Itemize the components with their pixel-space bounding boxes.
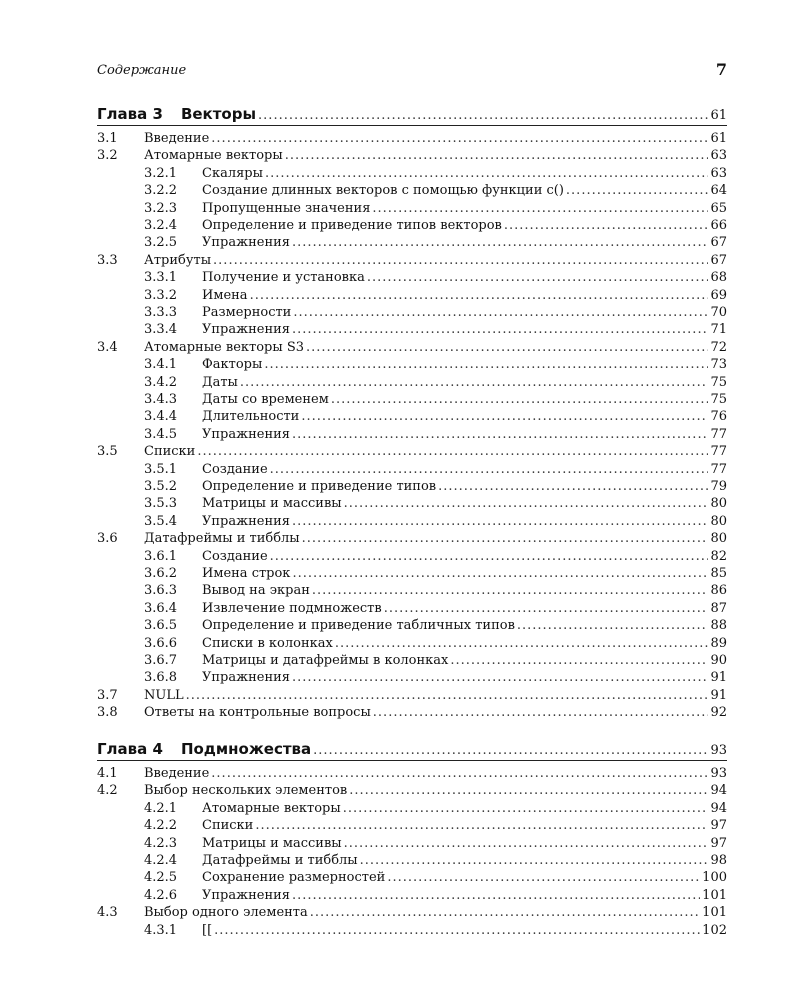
section-number: 4.2.2 [144, 818, 178, 834]
chapter-page: 93 [710, 743, 727, 758]
toc-entry[interactable] [97, 461, 727, 478]
toc-entry[interactable] [97, 252, 727, 269]
section-title-text: Введение [144, 766, 210, 781]
toc-entry[interactable] [97, 782, 727, 799]
toc-entry[interactable] [97, 635, 727, 652]
section-number: 3.6.2 [144, 566, 178, 581]
toc-entry[interactable] [97, 530, 727, 547]
section-title-text: Упражнения [202, 322, 290, 338]
section-page: 91 [710, 687, 727, 703]
leader-dots [301, 408, 708, 425]
leader-dots [517, 617, 709, 634]
page-header [97, 60, 727, 83]
section-number: 3.6.4 [144, 600, 178, 616]
leader-dots [360, 852, 709, 869]
section-number: 3.2.1 [144, 165, 178, 181]
leader-dots [384, 600, 709, 617]
section-title-text: Даты [202, 374, 238, 390]
leader-dots [373, 704, 709, 721]
section-title-text: Атомарные векторы [202, 800, 341, 816]
chapter-divider [97, 125, 727, 126]
toc-entry[interactable] [97, 217, 727, 234]
section-page: 102 [702, 922, 727, 938]
section-title-text: Списки в колонках [202, 635, 333, 651]
section-title-text: Матрицы и массивы [202, 835, 342, 851]
chapter-page: 61 [710, 108, 727, 123]
leader-dots [450, 652, 708, 669]
section-number: 3.7 [97, 687, 118, 703]
toc-entry[interactable] [97, 321, 727, 338]
chapter-title: Векторы [180, 105, 257, 123]
leader-dots [211, 130, 708, 147]
leader-dots [240, 374, 709, 391]
toc-entry[interactable] [97, 687, 727, 704]
toc-entry[interactable] [97, 835, 727, 852]
toc-entry[interactable] [97, 817, 727, 834]
section-title-text: Атомарные векторы [144, 148, 283, 164]
leader-dots [292, 234, 708, 251]
section-title-text: Матрицы и датафреймы в колонках [202, 653, 449, 668]
section-number: 3.8 [97, 705, 118, 721]
section-title-text: Извлечение подмножеств [202, 600, 382, 616]
section-page: 87 [710, 600, 727, 616]
section-title-text: Упражнения [202, 670, 290, 686]
toc-entry[interactable] [97, 600, 727, 617]
section-title-text: Упражнения [202, 235, 290, 251]
toc-entry[interactable] [97, 234, 727, 251]
chapter-label: Глава 3 [97, 105, 163, 123]
section-number: 4.2.5 [144, 870, 178, 886]
section-title-text: Определение и приведение типов [202, 479, 437, 494]
section-page: 67 [710, 235, 727, 251]
leader-dots [367, 269, 709, 286]
section-title-text: Выбор одного элемента [144, 905, 308, 921]
toc-entry[interactable] [97, 443, 727, 460]
toc-entry[interactable] [97, 548, 727, 565]
section-title-text: Ответы на контрольные вопросы [144, 705, 371, 721]
section-title-text: Вывод на экран [202, 583, 310, 599]
leader-dots [372, 200, 708, 217]
section-title-text: Скаляры [202, 165, 263, 181]
toc-entry[interactable] [97, 869, 727, 886]
section-number: 4.2.4 [144, 853, 178, 868]
section-page: 76 [710, 409, 727, 425]
section-page: 82 [710, 548, 727, 564]
chapter-heading[interactable] [97, 105, 727, 127]
toc-entry[interactable] [97, 339, 727, 356]
section-page: 63 [710, 148, 727, 164]
section-title-text: Длительности [202, 409, 300, 425]
leader-dots [292, 887, 700, 904]
section-number: 3.6.3 [144, 583, 178, 599]
leader-dots [387, 869, 700, 886]
section-number: 3.2.5 [144, 235, 178, 251]
section-page: 92 [710, 705, 727, 721]
leader-dots [264, 356, 708, 373]
section-number: 3.5.3 [144, 496, 178, 512]
toc-entry[interactable] [97, 408, 727, 425]
section-page: 98 [710, 853, 727, 868]
leader-dots [285, 147, 709, 164]
section-title-text: Даты со временем [202, 392, 329, 407]
section-number: 3.2 [97, 148, 118, 164]
section-page: 80 [710, 496, 727, 512]
section-title-text: Выбор нескольких элементов [144, 783, 348, 799]
section-number: 3.3.1 [144, 270, 178, 286]
section-number: 3.6.1 [144, 548, 178, 564]
toc-entry[interactable] [97, 495, 727, 512]
toc-entry[interactable] [97, 652, 727, 669]
section-title-text: NULL [144, 687, 184, 703]
section-page: 80 [710, 513, 727, 529]
toc-entry[interactable] [97, 617, 727, 634]
section-number: 3.5 [97, 444, 118, 460]
section-page: 91 [710, 670, 727, 686]
toc-entry[interactable] [97, 356, 727, 373]
section-page: 75 [710, 374, 727, 390]
toc-entry[interactable] [97, 904, 727, 921]
section-page: 93 [710, 766, 727, 781]
toc-entry[interactable] [97, 669, 727, 686]
section-page: 72 [710, 339, 727, 355]
page-number: 7 [715, 60, 727, 79]
toc-entry[interactable] [97, 426, 727, 443]
toc-entry[interactable] [97, 513, 727, 530]
section-number: 4.3.1 [144, 922, 178, 938]
section-title-text: Создание [202, 548, 268, 564]
leader-dots [270, 461, 709, 478]
leader-dots [331, 391, 709, 408]
section-page: 94 [710, 783, 727, 799]
toc-entry[interactable] [97, 852, 727, 869]
chapter-heading[interactable] [97, 740, 727, 762]
toc-entry[interactable] [97, 391, 727, 408]
section-page: 97 [710, 818, 727, 834]
section-number: 4.2 [97, 783, 118, 799]
section-page: 73 [710, 357, 727, 373]
section-title-text: Атомарные векторы S3 [144, 339, 305, 355]
section-title-text: Матрицы и массивы [202, 496, 342, 512]
section-page: 85 [710, 566, 727, 581]
section-number: 3.6 [97, 531, 118, 547]
toc-entry[interactable] [97, 130, 727, 147]
section-title-text: Создание [202, 461, 268, 477]
leader-dots [258, 108, 708, 123]
section-title-text: Датафреймы и тибблы [144, 531, 300, 547]
section-title-text: Упражнения [202, 887, 290, 903]
section-title-text: Определение и приведение табличных типов [202, 618, 515, 634]
section-page: 79 [710, 479, 727, 494]
section-number: 3.5.4 [144, 513, 178, 529]
leader-dots [349, 782, 708, 799]
leader-dots [504, 217, 709, 234]
chapter-label: Глава 4 [97, 740, 163, 758]
toc-entry[interactable] [97, 287, 727, 304]
section-page: 80 [710, 531, 727, 547]
section-number: 4.2.3 [144, 835, 178, 851]
toc-entry[interactable] [97, 565, 727, 582]
leader-dots [255, 817, 708, 834]
section-page: 88 [710, 618, 727, 634]
leader-dots [302, 530, 709, 547]
section-page: 94 [710, 800, 727, 816]
leader-dots [292, 513, 708, 530]
toc-entry[interactable] [97, 922, 727, 939]
leader-dots [566, 182, 709, 199]
section-number: 3.6.8 [144, 670, 178, 686]
leader-dots [335, 635, 709, 652]
section-page: 77 [710, 461, 727, 477]
section-page: 97 [710, 835, 727, 851]
leader-dots [265, 165, 709, 182]
section-title-text: Введение [144, 131, 210, 146]
section-number: 3.3.3 [144, 305, 178, 320]
leader-dots [344, 835, 709, 852]
leader-dots [343, 800, 709, 817]
section-number: 4.2.6 [144, 887, 178, 903]
section-page: 65 [710, 200, 727, 216]
leader-dots [292, 426, 708, 443]
leader-dots [292, 565, 708, 582]
section-title-text: Имена строк [202, 566, 291, 581]
section-page: 101 [702, 887, 727, 903]
section-number: 3.3 [97, 252, 118, 268]
section-page: 61 [710, 131, 727, 146]
section-page: 70 [710, 305, 727, 320]
toc-entry[interactable] [97, 887, 727, 904]
section-page: 68 [710, 270, 727, 286]
leader-dots [186, 687, 709, 704]
leader-dots [250, 287, 709, 304]
section-number: 3.6.6 [144, 635, 178, 651]
leader-dots [438, 478, 708, 495]
section-title-text: Размерности [202, 305, 292, 320]
leader-dots [214, 922, 700, 939]
leader-dots [292, 669, 708, 686]
section-page: 89 [710, 635, 727, 651]
leader-dots [313, 743, 708, 758]
section-page: 86 [710, 583, 727, 599]
section-number: 3.5.1 [144, 461, 178, 477]
toc-entry[interactable] [97, 478, 727, 495]
section-number: 3.4.4 [144, 409, 178, 425]
section-number: 3.2.4 [144, 218, 178, 233]
section-page: 63 [710, 165, 727, 181]
section-page: 77 [710, 444, 727, 460]
section-page: 71 [710, 322, 727, 338]
section-title-text: Списки [144, 444, 196, 460]
section-number: 4.1 [97, 766, 118, 781]
section-title-text: Сохранение размерностей [202, 870, 386, 886]
toc-entry[interactable] [97, 200, 727, 217]
section-number: 3.3.4 [144, 322, 178, 338]
leader-dots [312, 582, 709, 599]
section-title-text: Имена [202, 287, 248, 303]
leader-dots [344, 495, 709, 512]
section-number: 3.6.5 [144, 618, 178, 634]
section-page: 66 [710, 218, 727, 233]
section-title-text: Упражнения [202, 513, 290, 529]
section-number: 3.4.1 [144, 357, 178, 373]
section-title-text: [[ [202, 922, 213, 938]
section-number: 3.3.2 [144, 287, 178, 303]
section-number: 3.1 [97, 131, 118, 146]
toc-entry[interactable] [97, 147, 727, 164]
section-number: 3.4.3 [144, 392, 178, 407]
section-number: 3.2.2 [144, 183, 178, 199]
chapter-divider [97, 760, 727, 761]
section-title-text: Атрибуты [144, 252, 212, 268]
leader-dots [213, 252, 708, 269]
section-page: 64 [710, 183, 727, 199]
section-number: 3.6.7 [144, 653, 178, 668]
toc-entry[interactable] [97, 165, 727, 182]
section-number: 3.4.5 [144, 426, 178, 442]
section-title-text: Списки [202, 818, 254, 834]
section-number: 3.4 [97, 339, 118, 355]
leader-dots [197, 443, 708, 460]
leader-dots [270, 548, 709, 565]
leader-dots [293, 304, 708, 321]
toc-entry[interactable] [97, 304, 727, 321]
toc-entry[interactable] [97, 800, 727, 817]
section-page: 100 [702, 870, 727, 886]
section-page: 75 [710, 392, 727, 407]
section-number: 3.4.2 [144, 374, 178, 390]
toc-entry[interactable] [97, 182, 727, 199]
leader-dots [310, 904, 700, 921]
section-page: 77 [710, 426, 727, 442]
section-title-text: Датафреймы и тибблы [202, 853, 358, 868]
section-page: 90 [710, 653, 727, 668]
section-page: 67 [710, 252, 727, 268]
section-title-text: Создание длинных векторов с помощью функции c() [202, 183, 564, 199]
leader-dots [292, 321, 708, 338]
toc-entry[interactable] [97, 704, 727, 721]
section-title-text: Определение и приведение типов векторов [202, 218, 502, 233]
section-title-text: Упражнения [202, 426, 290, 442]
section-page: 101 [702, 905, 727, 921]
toc-entry[interactable] [97, 582, 727, 599]
toc-entry[interactable] [97, 374, 727, 391]
toc-entry[interactable] [97, 269, 727, 286]
section-number: 4.2.1 [144, 800, 178, 816]
section-title-text: Пропущенные значения [202, 200, 371, 216]
section-page: 69 [710, 287, 727, 303]
leader-dots [211, 765, 708, 782]
chapter-title: Подмножества [180, 740, 312, 758]
section-number: 3.2.3 [144, 200, 178, 216]
section-title-text: Получение и установка [202, 270, 365, 286]
leader-dots [306, 339, 708, 356]
section-number: 3.5.2 [144, 479, 178, 494]
section-number: 4.3 [97, 905, 118, 921]
section-title: Содержание [97, 63, 187, 78]
section-title-text: Факторы [202, 357, 263, 373]
toc-entry[interactable] [97, 765, 727, 782]
